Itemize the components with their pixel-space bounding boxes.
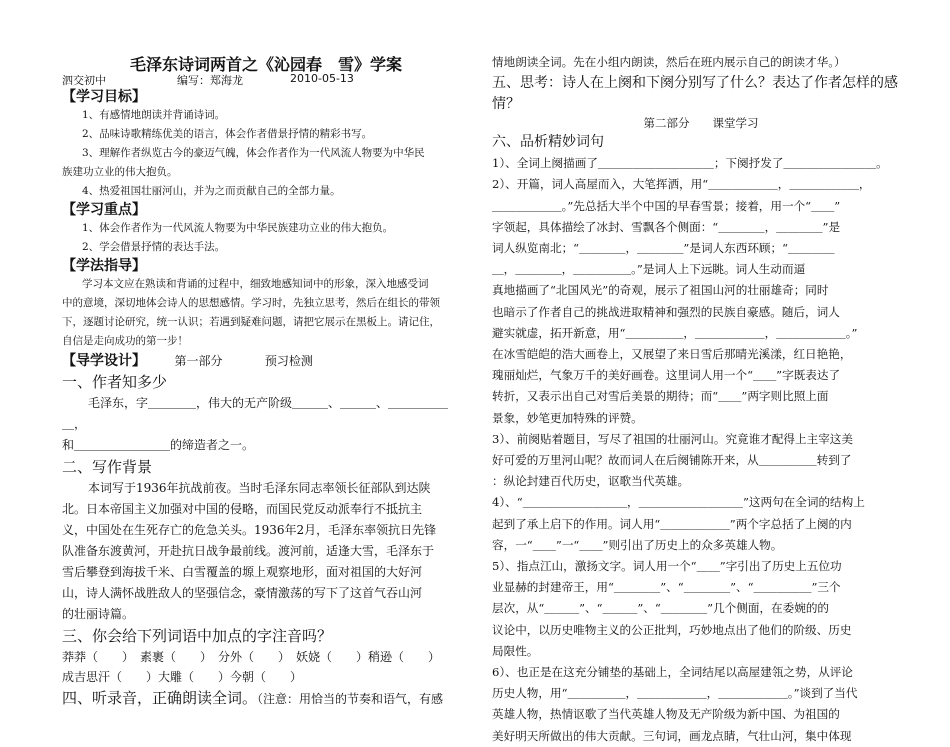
method-line: 中的意境，深切地体会诗人的思想感情。学习时，先独立思考，然后在组长的带领 [62, 297, 440, 309]
analysis-line: 景象，妙笔更加特殊的评赞。 [492, 410, 643, 425]
analysis-line: 容，一“＿＿”一“＿＿”则引出了历史上的众多英雄人物。 [492, 537, 783, 552]
analysis-line: 避实就虚，拓开新意，用“＿＿＿＿＿，＿＿＿＿＿＿，＿＿＿＿＿＿。” [492, 325, 858, 340]
background-line: 的壮丽诗篇。 [62, 607, 135, 621]
section-heading-background: 二、写作背景 [62, 458, 153, 476]
design-heading-row [62, 351, 470, 371]
analysis-line: 3）、前阕贴着题目，写尽了祖国的壮丽河山。究竟谁才配得上主宰这美 [492, 431, 853, 446]
analysis-line: 起到了承上启下的作用。词人用“＿＿＿＿＿＿”两个字总括了上阕的内 [492, 516, 852, 531]
pinyin-line: 莽莽（ ） 素裹（ ） 分外（ ） 妖娆（ ）稍逊（ ） [62, 650, 441, 664]
background-line: 本词写于1936年抗战前夜。当时毛泽东同志率领长征部队到达陕 [88, 481, 431, 495]
section-heading-analysis: 六、品析精妙词句 [492, 134, 604, 151]
section-heading-pinyin: 三、你会给下列词语中加点的字注音吗？ [62, 627, 333, 645]
reading-note: （注意：用恰当的节奏和语气，有感 [257, 692, 444, 706]
date: 2010-05-13 [290, 72, 354, 85]
background-line: 义，中国处在生死存亡的危急关头。1936年2月，毛泽东率领抗日先锋 [62, 523, 437, 537]
method-line: 自信是走向成功的第一步！ [62, 335, 188, 347]
section-heading-think: 五、思考：诗人在上阕和下阕分别写了什么？表达了作者怎样的感情？ [492, 75, 898, 113]
analysis-line: 好可爱的万里河山呢？故而词人在后阕铺陈开来，从＿＿＿＿＿转到了 [492, 453, 852, 468]
analysis-line: 4）、“＿＿＿＿＿＿＿＿＿，＿＿＿＿＿＿＿＿＿”这两句在全词的结构上 [492, 495, 865, 510]
author-line: 和＿＿＿＿＿＿＿＿的缔造者之一。 [62, 438, 255, 452]
part2-heading: 第二部分 课堂学习 [643, 116, 759, 131]
analysis-lines [492, 153, 910, 747]
analysis-line: 局限性。 [492, 643, 539, 658]
background-line: 山，诗人满怀战胜敌人的坚强信念，豪情激荡的写下了这首气吞山河 [62, 586, 423, 600]
analysis-line: 业显赫的封建帝王，用“＿＿＿＿”、“＿＿＿＿”、“＿＿＿＿＿”三个 [492, 580, 841, 595]
part-label: 第一部分 [174, 354, 223, 368]
right-column [492, 52, 910, 747]
analysis-line: 6）、也正是在这充分铺垫的基础上，全词结尾以高屋建瓴之势，从评论 [492, 665, 853, 680]
pinyin-line: 成吉思汗（ ）大雕（ ）今朝（ ） [62, 670, 303, 684]
analysis-line: 词人纵览南北；“＿＿＿＿，＿＿＿＿”是词人东西环顾；“＿＿＿＿ [492, 241, 835, 256]
analysis-line: 1）、全词上阕描画了＿＿＿＿＿＿＿＿＿＿；下阕抒发了＿＿＿＿＿＿＿＿。 [492, 156, 888, 171]
focus-heading: 【学习重点】 [62, 202, 146, 218]
goal-item: 2、品味诗歌精练优美的语言，体会作者借景抒情的精彩书写。 [82, 128, 373, 140]
reading-note-cont: 情地朗读全词。先在小组内朗读，然后在班内展示自己的朗读才华。） [492, 55, 846, 69]
focus-item: 1、体会作者作为一代风流人物要为中华民族建功立业的伟大抱负。 [82, 222, 394, 234]
goal-item: 4、热爱祖国壮丽河山，并为之而贡献自己的全部力量。 [82, 185, 341, 197]
analysis-line: 2）、开篇，词人高屋而入，大笔挥洒，用“＿＿＿＿＿＿，＿＿＿＿＿＿， [492, 177, 871, 192]
left-column [62, 88, 470, 710]
background-line: 队准备东渡黄河，开赴抗日战争最前线。渡河前，适逢大雪，毛泽东于 [62, 544, 435, 558]
school-name: 泗交初中 [62, 74, 106, 87]
analysis-line: 历史人物，用“＿＿＿＿＿，＿＿＿＿＿＿，＿＿＿＿＿＿。”谈到了当代 [492, 686, 858, 701]
method-line: 学习本文应在熟读和背诵的过程中，细致地感知词中的形象，深入地感受词 [82, 278, 429, 290]
goal-item: 1、有感情地朗读并背诵诗词。 [82, 109, 226, 121]
background-line: 雪后攀登到海拔千米、白雪覆盖的塬上观察地形，面对祖国的大好河 [62, 565, 423, 579]
analysis-line: 字领起，具体描绘了冰封、雪飘各个侧面：“＿＿＿＿，＿＿＿＿”是 [492, 219, 841, 234]
background-line: 北。日本帝国主义加强对中国的侵略，而国民党反动派奉行不抵抗主 [62, 502, 423, 516]
analysis-line: 转折，又表示出自己对雪后美景的期待；而“＿＿”两字则比照上面 [492, 389, 829, 404]
analysis-line: 5）、指点江山，激扬文字。词人用一个“＿＿”字引出了历史上五位功 [492, 559, 842, 574]
analysis-line: 瑰丽灿烂，气象万千的美好画卷。这里词人用一个“＿＿”字既表达了 [492, 368, 841, 383]
analysis-line: 英雄人物，热情讴歌了当代英雄人物及无产阶级为新中国、为祖国的 [492, 707, 840, 722]
focus-item: 2、学会借景抒情的表达手法。 [82, 241, 226, 253]
goal-item: 族建功立业的伟大抱负。 [62, 166, 178, 178]
analysis-line: 在冰雪皑皑的浩大画卷上，又展望了来日雪后那晴光溪漾，红日艳艳， [492, 347, 852, 362]
analysis-line: ＿＿＿＿＿＿。”先总括大半个中国的早春雪景；接着，用一个“＿＿” [492, 198, 841, 213]
analysis-line: ：纵论封建百代历史，讴歌当代英雄。 [492, 474, 690, 489]
analysis-line: 美好明天所做出的伟大贡献。三句词，画龙点睛，气壮山河，集中体现 [492, 728, 852, 743]
method-heading: 【学法指导】 [62, 258, 146, 274]
reading-heading: 四、听录音，正确朗读全词。 [62, 689, 258, 707]
author-line: 毛泽东，字＿＿＿＿，伟大的无产阶级＿＿＿、＿＿＿、＿＿＿＿＿＿， [62, 396, 449, 431]
section-heading-author: 一、作者知多少 [62, 373, 168, 391]
analysis-line: ＿，＿＿＿＿，＿＿＿＿＿。”是词人上下远眺。词人生动而逼 [492, 262, 806, 277]
editor-name: 编写：郑海龙 [177, 74, 243, 87]
analysis-line: 真地描画了“北国风光”的奇观，展示了祖国山河的壮丽雄奇；同时 [492, 283, 829, 298]
goal-item: 3、理解作者纵览古今的豪迈气魄，体会作者作为一代风流人物要为中华民 [82, 147, 425, 159]
analysis-line: 议论中，以历史唯物主义的公正批判，巧妙地点出了他们的阶级、历史 [492, 622, 852, 637]
design-heading: 【导学设计】 [62, 353, 146, 369]
analysis-line: 也暗示了作者自己的挑战进取精神和强烈的民族自豪感。随后，词人 [492, 304, 840, 319]
analysis-line: 层次，从“＿＿＿”、“＿＿＿”、“＿＿＿＿”几个侧面，在委婉的的 [492, 601, 830, 616]
section-heading-reading [62, 687, 470, 710]
page-title: 毛泽东诗词两首之《沁园春 雪》学案 [129, 55, 402, 74]
goals-heading: 【学习目标】 [62, 89, 146, 105]
method-line: 下，逐题讨论研究，统一认识；若遇到疑难问题，请把它展示在黑板上。请记住， [62, 316, 440, 328]
part-title: 预习检测 [264, 354, 313, 368]
